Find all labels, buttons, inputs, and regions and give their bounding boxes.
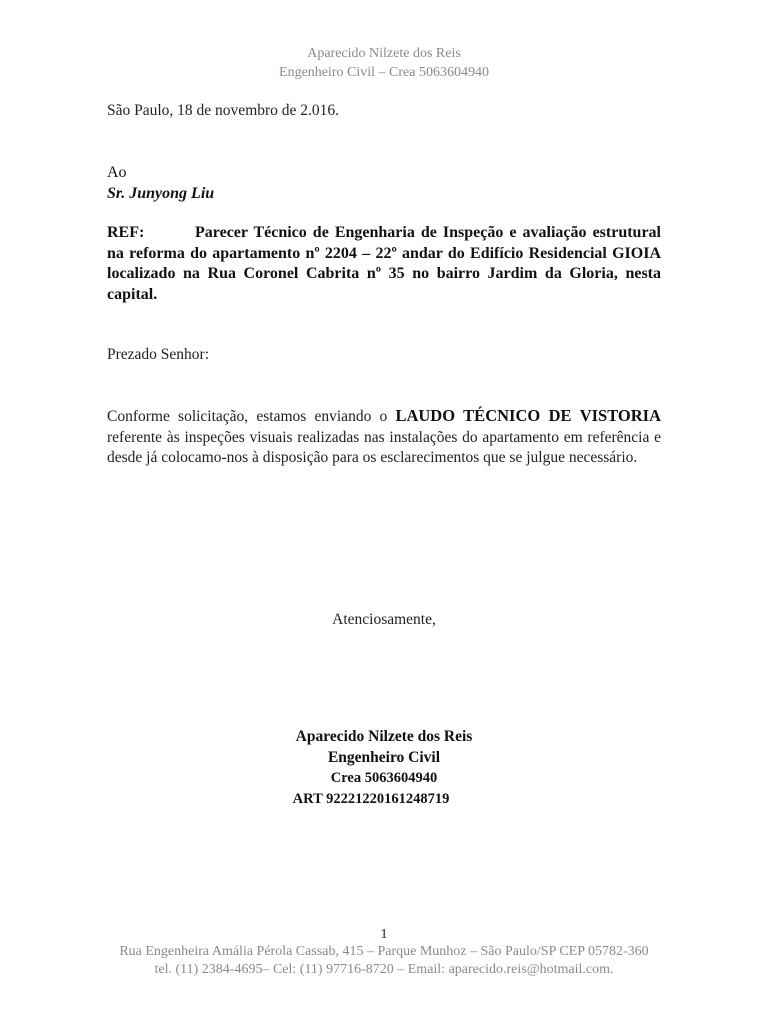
body-paragraph bbox=[107, 406, 661, 469]
reference-text: Parecer Técnico de Engenharia de Inspeção e avaliação estrutural na reforma do apartamento nº 2204 – 22º andar do Edifício Residencial GIOIA localizado na Rua Coronel Cabrita nº 35 no bairro Jardim da Gloria, nesta capital. bbox=[107, 224, 661, 303]
signature-name: Aparecido Nilzete dos Reis bbox=[295, 728, 473, 745]
footer-contact: tel. (11) 2384-4695– Cel: (11) 97716-8720 – Email: aparecido.reis@hotmail.com. bbox=[154, 962, 614, 977]
signature-block bbox=[0, 727, 768, 809]
body-intro: Conforme solicitação, estamos enviando o bbox=[107, 408, 396, 425]
footer bbox=[0, 943, 768, 979]
page-number: 1 bbox=[380, 927, 388, 942]
footer-address: Rua Engenheira Amália Pérola Cassab, 415 – Parque Munhoz – São Paulo/SP CEP 05782-360 bbox=[119, 944, 649, 959]
signature-crea: Crea 5063604940 bbox=[330, 770, 438, 786]
recipient-name: Sr. Junyong Liu bbox=[107, 185, 215, 202]
body-highlight: LAUDO TÉCNICO DE VISTORIA bbox=[395, 406, 661, 425]
reference-paragraph bbox=[107, 223, 661, 305]
body-rest: referente às inspeções visuais realizadas nas instalações do apartamento em referência e desde já colocamo-nos à disposição para os esclarecimentos que se julgue necessário. bbox=[107, 428, 661, 466]
letterhead bbox=[0, 44, 768, 82]
letterhead-credential: Engenheiro Civil – Crea 5063604940 bbox=[279, 65, 489, 80]
closing: Atenciosamente, bbox=[332, 611, 436, 628]
letterhead-author: Aparecido Nilzete dos Reis bbox=[307, 46, 461, 61]
letter-date: São Paulo, 18 de novembro de 2.016. bbox=[107, 102, 340, 119]
addressee-block bbox=[107, 162, 214, 204]
signature-art: ART 92221220161248719 bbox=[292, 790, 450, 807]
greeting: Prezado Senhor: bbox=[107, 346, 210, 363]
signature-title: Engenheiro Civil bbox=[327, 748, 441, 766]
salutation-prefix: Ao bbox=[107, 164, 127, 181]
reference-label: REF: bbox=[107, 224, 145, 241]
